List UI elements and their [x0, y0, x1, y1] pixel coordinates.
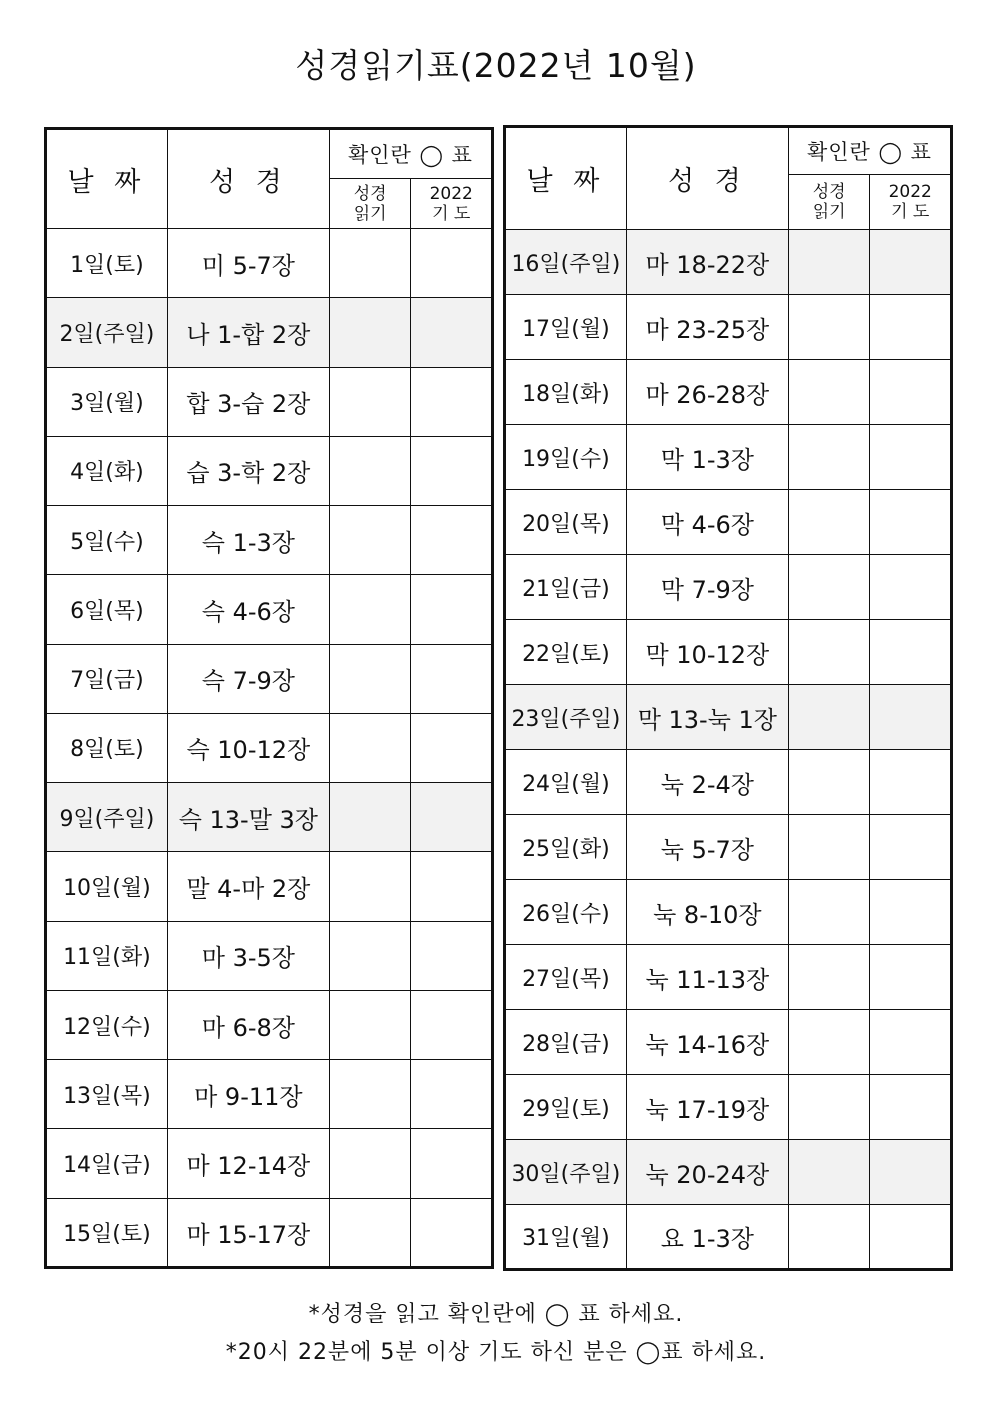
reading-check-box[interactable]	[329, 783, 411, 852]
reading-cell: 막 10-12장	[626, 620, 788, 685]
table-row	[46, 229, 493, 298]
table-row	[46, 506, 493, 575]
reading-table-right	[503, 125, 953, 1271]
reading-check-box[interactable]	[788, 360, 870, 425]
table-row	[505, 230, 952, 295]
date-cell: 15일(토)	[46, 1198, 168, 1267]
reading-check-box[interactable]	[788, 425, 870, 490]
reading-check-box[interactable]	[329, 1060, 411, 1129]
reading-cell: 막 4-6장	[626, 490, 788, 555]
reading-check-box[interactable]	[329, 852, 411, 921]
reading-table-left	[44, 127, 494, 1269]
prayer-check-box[interactable]	[870, 295, 952, 360]
reading-cell: 눅 2-4장	[626, 750, 788, 815]
reading-cell: 습 3-학 2장	[167, 436, 329, 505]
table-row	[505, 815, 952, 880]
reading-check-box[interactable]	[329, 436, 411, 505]
date-cell: 5일(수)	[46, 506, 168, 575]
date-cell: 13일(목)	[46, 1060, 168, 1129]
table-row	[505, 880, 952, 945]
reading-check-box[interactable]	[788, 230, 870, 295]
table-row	[46, 713, 493, 782]
date-cell: 28일(금)	[505, 1010, 627, 1075]
reading-cell: 마 18-22장	[626, 230, 788, 295]
reading-cell: 마 26-28장	[626, 360, 788, 425]
prayer-check-box[interactable]	[411, 990, 493, 1059]
reading-cell: 마 15-17장	[167, 1198, 329, 1267]
table-row	[46, 1198, 493, 1267]
date-cell: 22일(토)	[505, 620, 627, 685]
page-title: 성경읽기표(2022년 10월)	[295, 46, 697, 85]
reading-check-box[interactable]	[329, 506, 411, 575]
prayer-check-box[interactable]	[870, 815, 952, 880]
prayer-check-box[interactable]	[411, 575, 493, 644]
date-cell: 17일(월)	[505, 295, 627, 360]
reading-cell: 슥 1-3장	[167, 506, 329, 575]
reading-table-left-body	[46, 229, 493, 1268]
prayer-check-box[interactable]	[870, 880, 952, 945]
prayer-check-box[interactable]	[411, 852, 493, 921]
reading-check-box[interactable]	[788, 620, 870, 685]
reading-check-box[interactable]	[788, 945, 870, 1010]
table-row	[505, 1010, 952, 1075]
reading-check-box[interactable]	[329, 229, 411, 298]
header-bible: 성 경	[167, 129, 329, 229]
prayer-check-box[interactable]	[870, 490, 952, 555]
date-cell: 11일(화)	[46, 921, 168, 990]
note-prayer: *20시 22분에 5분 이상 기도 하신 분은 ◯표 하세요.	[225, 1340, 767, 1365]
date-cell: 7일(금)	[46, 644, 168, 713]
reading-cell: 마 6-8장	[167, 990, 329, 1059]
reading-cell: 마 9-11장	[167, 1060, 329, 1129]
prayer-check-box[interactable]	[870, 620, 952, 685]
date-cell: 30일(주일)	[505, 1140, 627, 1205]
date-cell: 31일(월)	[505, 1205, 627, 1270]
prayer-check-box[interactable]	[870, 555, 952, 620]
date-cell: 8일(토)	[46, 713, 168, 782]
reading-cell: 눅 17-19장	[626, 1075, 788, 1140]
reading-check-box[interactable]	[329, 1198, 411, 1267]
reading-check-box[interactable]	[788, 295, 870, 360]
date-cell: 6일(목)	[46, 575, 168, 644]
reading-check-box[interactable]	[329, 298, 411, 367]
reading-cell: 막 7-9장	[626, 555, 788, 620]
table-row	[505, 490, 952, 555]
prayer-check-box[interactable]	[411, 436, 493, 505]
prayer-check-box[interactable]	[870, 1075, 952, 1140]
reading-check-box[interactable]	[788, 1010, 870, 1075]
reading-cell: 눅 20-24장	[626, 1140, 788, 1205]
prayer-check-box[interactable]	[411, 506, 493, 575]
prayer-check-box[interactable]	[411, 921, 493, 990]
reading-cell: 나 1-합 2장	[167, 298, 329, 367]
reading-check-box[interactable]	[329, 575, 411, 644]
reading-cell: 눅 8-10장	[626, 880, 788, 945]
reading-cell: 미 5-7장	[167, 229, 329, 298]
prayer-check-box[interactable]	[411, 229, 493, 298]
table-row	[46, 367, 493, 436]
prayer-check-box[interactable]	[870, 685, 952, 750]
table-row	[505, 425, 952, 490]
table-row	[505, 360, 952, 425]
table-row	[46, 852, 493, 921]
date-cell: 20일(목)	[505, 490, 627, 555]
note-reading: *성경을 읽고 확인란에 ◯ 표 하세요.	[308, 1302, 684, 1327]
reading-check-box[interactable]	[788, 555, 870, 620]
reading-check-box[interactable]	[788, 490, 870, 555]
header-prayer: 2022 기 도	[411, 179, 493, 229]
date-cell: 24일(월)	[505, 750, 627, 815]
prayer-check-box[interactable]	[411, 783, 493, 852]
table-row	[46, 436, 493, 505]
prayer-check-box[interactable]	[411, 367, 493, 436]
reading-check-box[interactable]	[788, 815, 870, 880]
date-cell: 14일(금)	[46, 1129, 168, 1198]
date-cell: 27일(목)	[505, 945, 627, 1010]
table-row	[505, 1075, 952, 1140]
reading-check-box[interactable]	[329, 713, 411, 782]
prayer-check-box[interactable]	[870, 1205, 952, 1270]
reading-cell: 슥 13-말 3장	[167, 783, 329, 852]
reading-check-box[interactable]	[788, 1075, 870, 1140]
reading-cell: 눅 14-16장	[626, 1010, 788, 1075]
table-row	[505, 945, 952, 1010]
table-row	[46, 575, 493, 644]
prayer-check-box[interactable]	[870, 360, 952, 425]
date-cell: 2일(주일)	[46, 298, 168, 367]
reading-cell: 슥 10-12장	[167, 713, 329, 782]
reading-table-right-body	[505, 230, 952, 1270]
reading-check-box[interactable]	[329, 644, 411, 713]
table-row	[46, 990, 493, 1059]
reading-cell: 마 12-14장	[167, 1129, 329, 1198]
date-cell: 10일(월)	[46, 852, 168, 921]
date-cell: 1일(토)	[46, 229, 168, 298]
date-cell: 9일(주일)	[46, 783, 168, 852]
reading-check-box[interactable]	[788, 880, 870, 945]
reading-cell: 막 1-3장	[626, 425, 788, 490]
date-cell: 25일(화)	[505, 815, 627, 880]
prayer-check-box[interactable]	[870, 945, 952, 1010]
reading-check-box[interactable]	[329, 990, 411, 1059]
reading-cell: 슥 7-9장	[167, 644, 329, 713]
table-row	[505, 1140, 952, 1205]
reading-cell: 요 1-3장	[626, 1205, 788, 1270]
prayer-check-box[interactable]	[411, 713, 493, 782]
table-row	[505, 685, 952, 750]
date-cell: 12일(수)	[46, 990, 168, 1059]
reading-cell: 말 4-마 2장	[167, 852, 329, 921]
reading-check-box[interactable]	[788, 1205, 870, 1270]
reading-check-box[interactable]	[788, 750, 870, 815]
table-row	[46, 783, 493, 852]
prayer-check-box[interactable]	[870, 230, 952, 295]
header-confirm: 확인란 ◯ 표	[788, 127, 951, 175]
prayer-check-box[interactable]	[411, 1129, 493, 1198]
prayer-check-box[interactable]	[870, 1010, 952, 1075]
date-cell: 23일(주일)	[505, 685, 627, 750]
prayer-check-box[interactable]	[411, 644, 493, 713]
date-cell: 4일(화)	[46, 436, 168, 505]
reading-check-box[interactable]	[788, 685, 870, 750]
reading-cell: 합 3-습 2장	[167, 367, 329, 436]
date-cell: 26일(수)	[505, 880, 627, 945]
header-date: 날 짜	[505, 127, 627, 230]
table-row	[46, 1129, 493, 1198]
reading-check-box[interactable]	[329, 921, 411, 990]
header-bible: 성 경	[626, 127, 788, 230]
prayer-check-box[interactable]	[411, 1198, 493, 1267]
header-reading: 성경 읽기	[788, 175, 870, 230]
date-cell: 19일(수)	[505, 425, 627, 490]
date-cell: 29일(토)	[505, 1075, 627, 1140]
table-row	[505, 295, 952, 360]
header-prayer: 2022 기 도	[870, 175, 952, 230]
prayer-check-box[interactable]	[411, 298, 493, 367]
date-cell: 3일(월)	[46, 367, 168, 436]
reading-check-box[interactable]	[329, 367, 411, 436]
table-row	[46, 298, 493, 367]
prayer-check-box[interactable]	[870, 1140, 952, 1205]
table-row	[46, 1060, 493, 1129]
reading-cell: 막 13-눅 1장	[626, 685, 788, 750]
date-cell: 21일(금)	[505, 555, 627, 620]
table-row	[505, 750, 952, 815]
reading-check-box[interactable]	[329, 1129, 411, 1198]
table-row	[46, 921, 493, 990]
reading-cell: 눅 11-13장	[626, 945, 788, 1010]
header-reading: 성경 읽기	[329, 179, 411, 229]
prayer-check-box[interactable]	[411, 1060, 493, 1129]
prayer-check-box[interactable]	[870, 750, 952, 815]
reading-cell: 눅 5-7장	[626, 815, 788, 880]
date-cell: 18일(화)	[505, 360, 627, 425]
table-row	[505, 555, 952, 620]
table-row	[505, 1205, 952, 1270]
reading-cell: 슥 4-6장	[167, 575, 329, 644]
reading-check-box[interactable]	[788, 1140, 870, 1205]
reading-cell: 마 23-25장	[626, 295, 788, 360]
prayer-check-box[interactable]	[870, 425, 952, 490]
header-date: 날 짜	[46, 129, 168, 229]
reading-cell: 마 3-5장	[167, 921, 329, 990]
header-confirm: 확인란 ◯ 표	[329, 129, 492, 179]
table-row	[505, 620, 952, 685]
date-cell: 16일(주일)	[505, 230, 627, 295]
table-row	[46, 644, 493, 713]
